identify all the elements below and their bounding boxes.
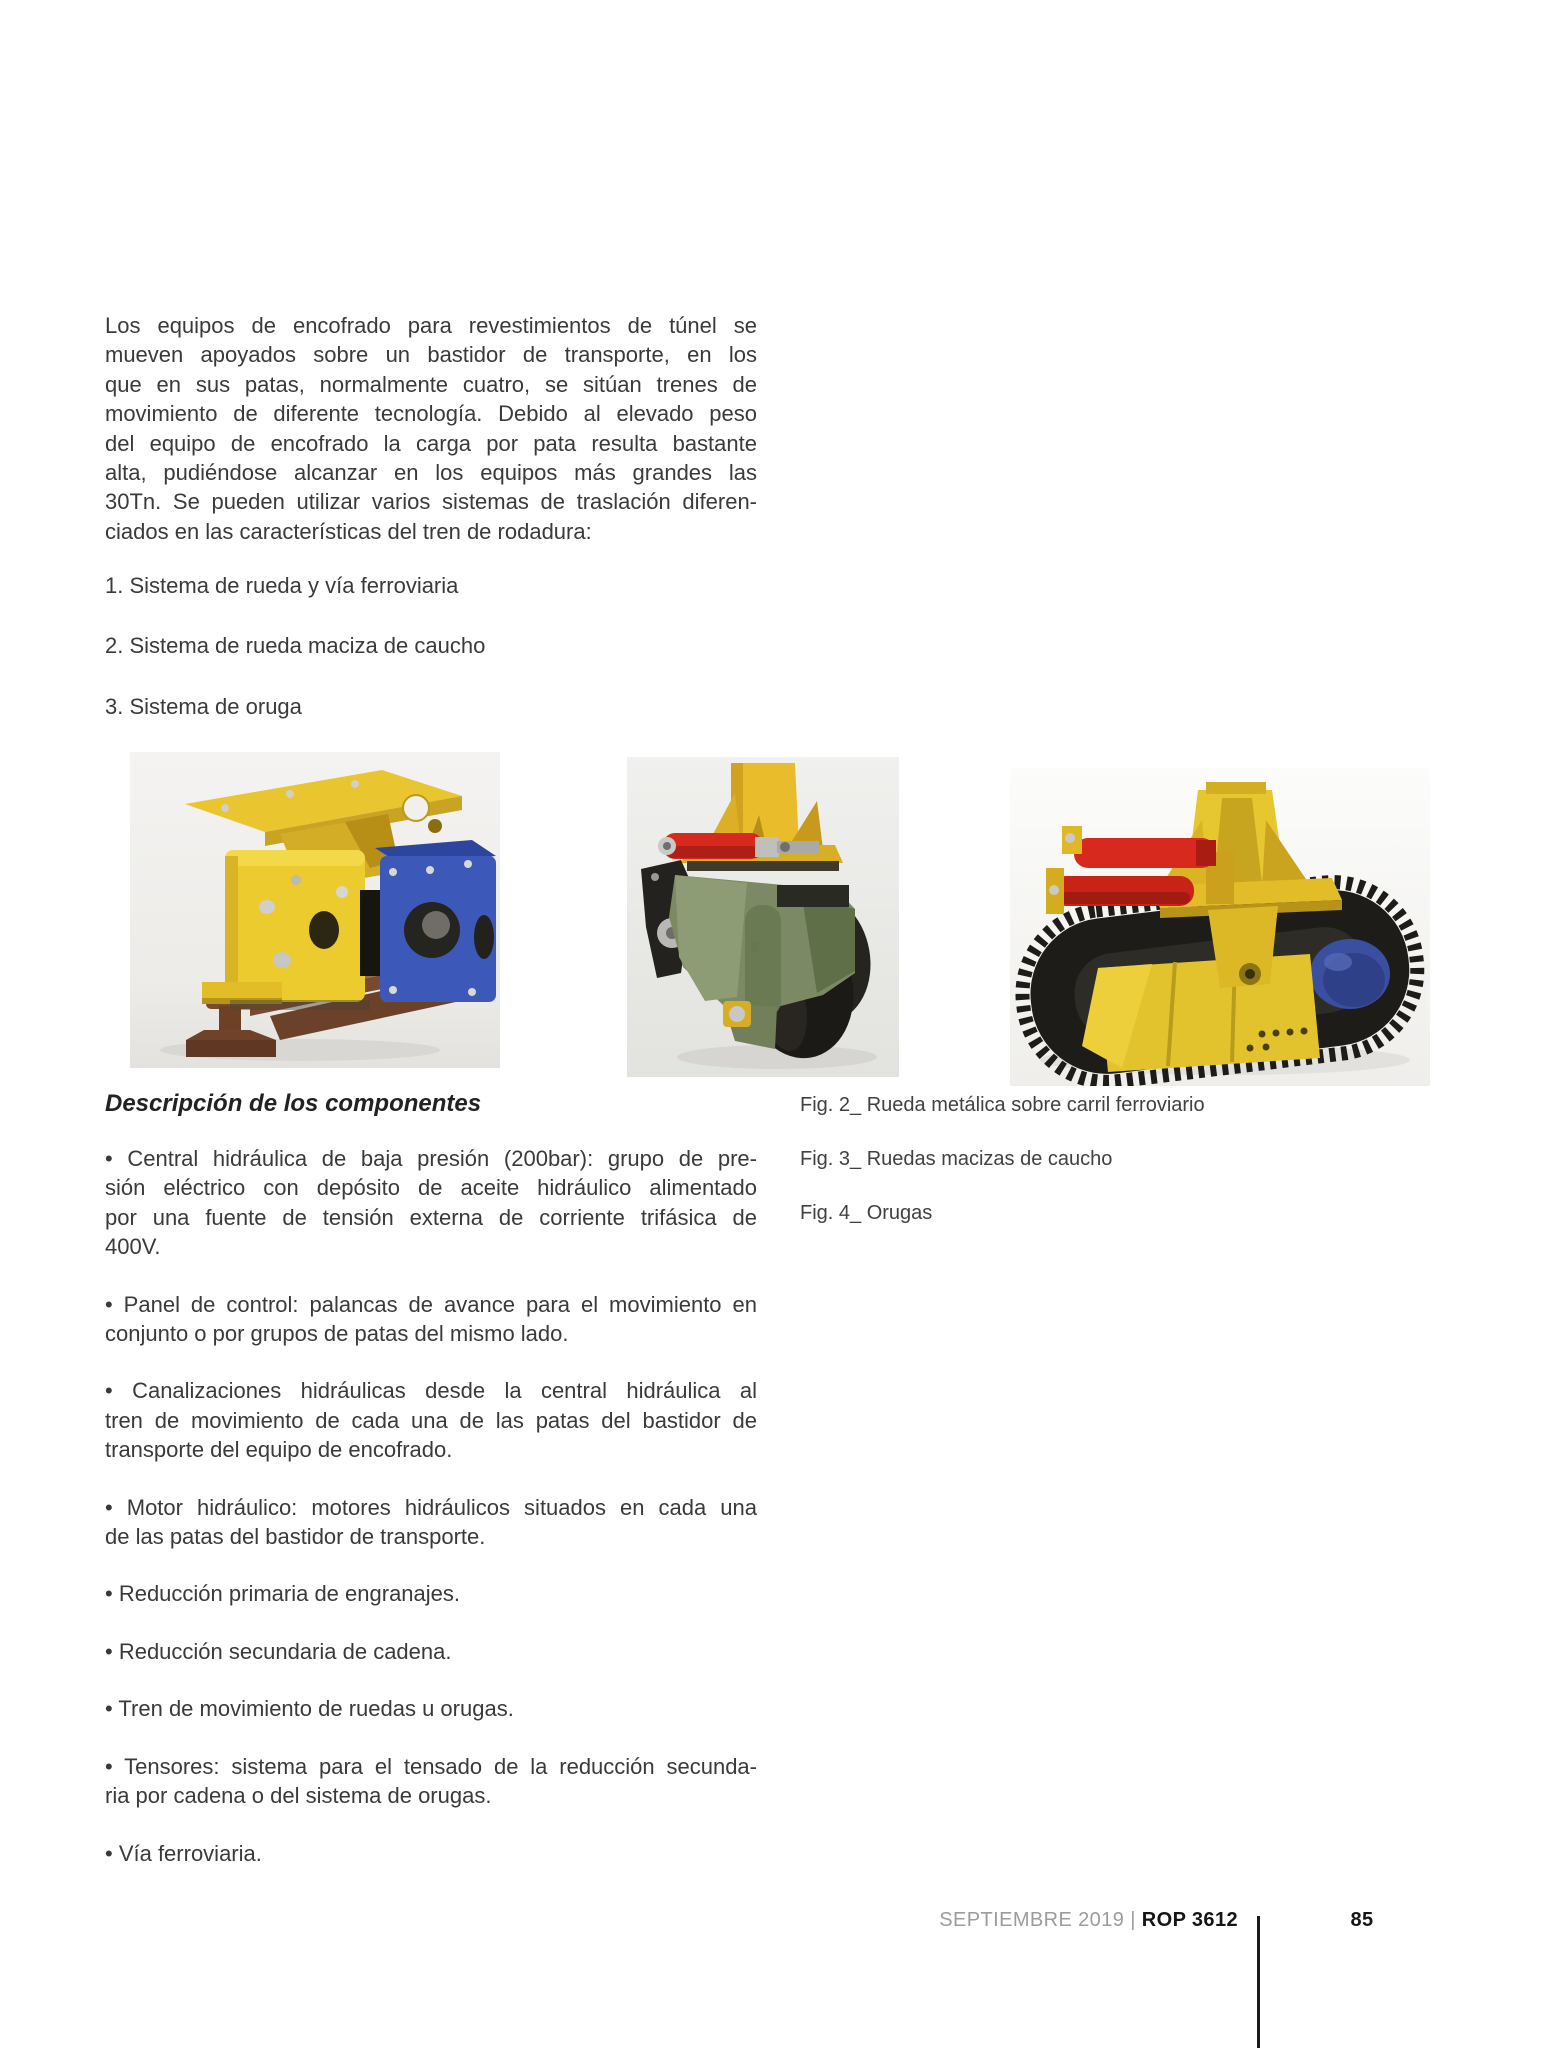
bullet-canalizaciones (105, 1376, 757, 1464)
text-line: • Reducción secundaria de cadena. (105, 1638, 452, 1664)
text-line: 400V. (105, 1234, 161, 1260)
text-line: que en sus patas, normalmente cuatro, se sitúan trenes de (105, 371, 757, 397)
text-line: • Vía ferroviaria. (105, 1840, 262, 1866)
text-line: • Reducción primaria de engranajes. (105, 1581, 461, 1607)
bullet-motor-hidraulico (105, 1493, 757, 1552)
footer-issue-date: SEPTIEMBRE 2019 (939, 1909, 1125, 1931)
text-line: ria por cadena o del sistema de orugas. (105, 1783, 492, 1809)
footer-magazine-number: ROP 3612 (1141, 1909, 1238, 1931)
text-line: • Tensores: sistema para el tensado de la reducción secunda- (105, 1753, 757, 1779)
components-bullet-list (105, 1144, 757, 1896)
footer-issue-info (939, 1908, 1238, 1932)
figure2-metal-wheel-photo (130, 752, 500, 1068)
text-line: de las patas del bastidor de transporte. (105, 1524, 486, 1550)
text-line: Fig. 4_ Orugas (800, 1202, 933, 1224)
text-line: Fig. 3_ Ruedas macizas de caucho (800, 1148, 1113, 1170)
figure4-crawler-tracks-photo (1010, 768, 1430, 1086)
text-line: 1. Sistema de rueda y vía ferroviaria (105, 573, 459, 598)
rubber-wheels-illustration (627, 757, 899, 1077)
text-line: por una fuente de tensión externa de corriente trifásica de (105, 1204, 757, 1230)
text-line: tren de movimiento de cada una de las patas del bastidor de (105, 1407, 757, 1433)
traction-systems-list (105, 571, 757, 752)
bullet-central-hidraulica (105, 1144, 757, 1262)
text-line: sión eléctrico con depósito de aceite hidráulico alimentado (105, 1175, 757, 1201)
figure-captions (800, 1092, 1360, 1254)
metal-wheel-on-rail-illustration (130, 752, 500, 1068)
text-line: 30Tn. Se pueden utilizar varios sistemas de traslación diferen- (105, 489, 757, 515)
section-heading: Descripción de los componentes (105, 1090, 482, 1117)
page-number: 85 (1350, 1909, 1374, 1931)
text-line: movimiento de diferente tecnología. Debido al elevado peso (105, 401, 757, 427)
text-line: transporte del equipo de encofrado. (105, 1437, 453, 1463)
text-line: alta, pudiéndose alcanzar en los equipos más grandes las (105, 460, 757, 486)
text-line: • Central hidráulica de baja presión (200bar): grupo de pre- (105, 1146, 757, 1171)
text-line: • Tren de movimiento de ruedas u orugas. (105, 1696, 514, 1722)
bullet-reduccion-primaria (105, 1579, 757, 1608)
text-line: 3. Sistema de oruga (105, 693, 302, 719)
bullet-panel-de-control (105, 1290, 757, 1349)
bullet-tren-de-movimiento (105, 1694, 757, 1723)
bullet-reduccion-secundaria (105, 1637, 757, 1666)
bullet-via-ferroviaria (105, 1839, 757, 1868)
footer-separator: | (1124, 1909, 1142, 1931)
intro-paragraph (105, 311, 757, 546)
text-line: Fig. 2_ Rueda metálica sobre carril ferroviario (800, 1094, 1205, 1116)
text-line: del equipo de encofrado la carga por pata resulta bastante (105, 430, 757, 456)
text-line: • Motor hidráulico: motores hidráulicos situados en cada una (105, 1494, 757, 1520)
footer-vertical-rule (1257, 1916, 1260, 2048)
text-line: conjunto o por grupos de patas del mismo lado. (105, 1321, 569, 1347)
figure3-rubber-wheels-photo (627, 757, 899, 1077)
crawler-tracks-illustration (1010, 768, 1430, 1086)
text-line: mueven apoyados sobre un bastidor de transporte, en los (105, 342, 757, 368)
text-line: • Canalizaciones hidráulicas desde la central hidráulica al (105, 1378, 757, 1404)
bullet-tensores (105, 1752, 757, 1811)
text-line: ciados en las características del tren de rodadura: (105, 518, 592, 544)
text-line: 2. Sistema de rueda maciza de caucho (105, 633, 486, 659)
text-line: Los equipos de encofrado para revestimientos de túnel se (105, 313, 757, 338)
text-line: • Panel de control: palancas de avance para el movimiento en (105, 1291, 757, 1317)
